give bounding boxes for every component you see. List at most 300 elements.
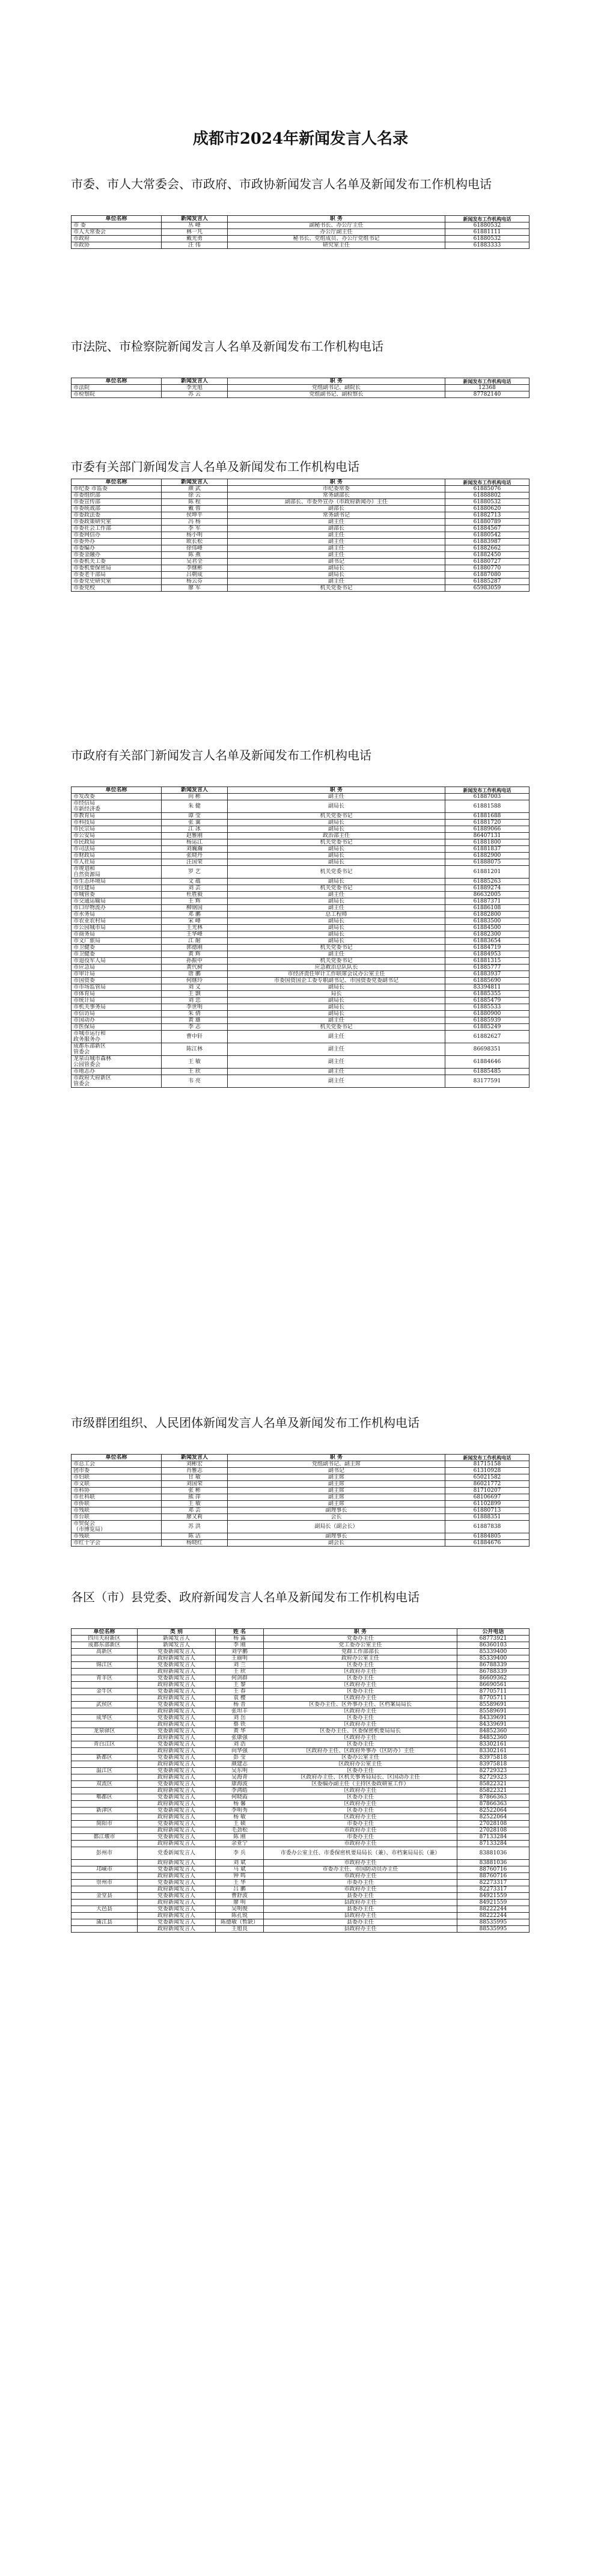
table-cell: 87866363 [457,1794,529,1801]
table-cell: 市文广旅局 [72,938,162,945]
table-cell: 87866363 [457,1801,529,1808]
table-cell: 市残联 [72,1533,162,1540]
table-cell: 政府新闻发言人 [138,1886,216,1893]
table-cell: 市城管委 [72,892,162,898]
table-cell: 副主任 [228,892,445,898]
table-cell: 市委政策研究室 [72,519,162,526]
table-cell: 86698351 [445,1043,529,1056]
table-cell: 副局长 [228,565,445,572]
table-row [72,1860,529,1866]
table-cell: 61887003 [445,794,529,800]
table-cell: 成都东部新区 [72,1642,138,1649]
column-header: 新闻发布工作机构电话 [445,378,529,385]
table-row [72,1649,529,1655]
table-cell: 82522064 [457,1814,529,1821]
table-cell: 王 硕 [216,1821,264,1827]
table-cell: 82273317 [457,1880,529,1886]
table-cell: 政府新闻发言人 [138,1682,216,1688]
table-cell: 党委新闻发言人 [138,1702,216,1708]
table-cell: 吕 鹏 [216,1886,264,1893]
table-cell: 市台联 [72,1514,162,1521]
table-cell: 61880542 [445,532,529,539]
table-cell: 61880900 [445,1011,529,1017]
table-cell: 区委办主任 [264,1794,457,1801]
table-cell: 86021772 [445,1481,529,1488]
table-cell: 市交通运输局 [72,898,162,905]
table-cell: 李 刚 [216,1642,264,1649]
table-cell [72,1860,138,1866]
table-cell: 冯 杨 [162,519,228,526]
column-header: 职 务 [228,1455,445,1461]
table-cell: 机关党委书记 [228,885,445,892]
table-row [72,565,529,572]
table-cell: 政府新闻发言人 [138,1655,216,1662]
table-cell: 政府新闻发言人 [138,1873,216,1880]
table-row [72,1474,529,1481]
column-header: 类 别 [138,1629,216,1636]
table-cell: 陈 燕 [162,552,228,559]
table-cell: 办公厅副主任 [228,229,445,236]
table-cell: 副主任 [228,951,445,958]
table-row [72,1468,529,1474]
table-cell: 颜建志 [216,1761,264,1768]
table-row [72,912,529,918]
table-cell: 副主席 [228,1474,445,1481]
table-cell: 区政府办主任 [264,1788,457,1794]
table-cell: 韦 亮 [162,1075,228,1088]
table-cell: 86609362 [457,1675,529,1682]
table-cell: 88222244 [457,1913,529,1919]
section-title-city-leadership: 市委、市人大常委会、市政府、市政协新闻发言人名单及新闻发布工作机构电话 [71,177,492,191]
table-cell: 彭州市 [72,1847,138,1860]
table-row [72,1675,529,1682]
table-cell: 王华峰 [162,931,228,938]
column-header: 单位名称 [72,216,162,222]
column-header: 新闻发布工作机构电话 [445,479,529,486]
table-cell: 副主任 [228,1056,445,1069]
table-cell: 区政府办主任 [264,1801,457,1808]
table-cell: 向华强 [216,1748,264,1755]
table-header-row [72,378,529,385]
table-cell: 党委新闻发言人 [138,1688,216,1695]
table-row [72,1893,529,1900]
table-cell: 61885533 [445,1004,529,1011]
table-cell: 戴光勇 [162,236,228,242]
table-cell: 大邑县 [72,1906,138,1913]
table-cell: 61888351 [445,1514,529,1521]
table-cell: 65021582 [445,1474,529,1481]
table-cell: 党委新闻发言人 [138,1662,216,1669]
table-cell: 市总工会 [72,1461,162,1468]
table-cell: 市机关事务局 [72,1004,162,1011]
table-header-row [72,787,529,794]
section-title-court-procuratorate: 市法院、市检察院新闻发言人名单及新闻发布工作机构电话 [71,339,383,354]
table-cell: 61881588 [445,800,529,813]
table-cell: 副部长 [228,506,445,512]
table-cell: 刘学鹏 [216,1649,264,1655]
table-cell: 党委新闻发言人 [138,1821,216,1827]
table-row [72,1814,529,1821]
table-cell: 61885485 [445,1069,529,1075]
table-row [72,813,529,820]
table-cell: 61883654 [445,938,529,945]
table-cell: 86788339 [457,1669,529,1675]
table-cell: 政府新闻发言人 [138,1814,216,1821]
table-cell [72,1788,138,1794]
table-cell: 党组副书记、副主席 [228,1461,445,1468]
table-cell: 张 翼 [162,820,228,826]
table-cell: 杨 敏 [216,1814,264,1821]
table-cell: 61881201 [445,866,529,879]
table-cell: 市市场监管局 [72,984,162,991]
table-cell: 刘巍瀚 [162,846,228,853]
table-row [72,1056,529,1069]
table-cell: 区委办主任 [264,1662,457,1669]
table-cell: 团市委 [72,1468,162,1474]
table-cell: 副局长 [228,879,445,885]
table-cell: 刘 忠 [162,998,228,1004]
table-cell: 廖又莉 [162,1514,228,1521]
table-row [72,222,529,229]
table-cell: 市委办主任 [264,1880,457,1886]
table-cell: 戴 蓉 [162,506,228,512]
table-cell: 61888802 [445,492,529,499]
table-cell: 副主任 [228,545,445,552]
table-cell: 61310928 [445,1468,529,1474]
table-cell: 市红十字会 [72,1540,162,1547]
table-cell: 副主席 [228,1494,445,1501]
table-cell: 林一凡 [162,229,228,236]
table-cell: 84921559 [457,1893,529,1900]
table-cell: 市卫健委 [72,951,162,958]
table-cell: 副主任 [228,578,445,585]
table-row [72,506,529,512]
table-row [72,925,529,931]
table-cell: 苏 洪 [162,1521,228,1533]
table-cell: 毛劲松 [216,1827,264,1834]
table-cell: 88760716 [457,1873,529,1880]
table-cell: 李明秀 [216,1808,264,1814]
table-row [72,1017,529,1024]
table-cell: 区政府办主任 [264,1814,457,1821]
column-header: 职 务 [228,787,445,794]
table-cell: 61883333 [445,242,529,249]
table-cell: 市政府 [72,236,162,242]
table-cell: 61881688 [445,813,529,820]
table-cell: 郫都区 [72,1794,138,1801]
table-cell: 副主任 [228,905,445,912]
table-cell: 85339400 [457,1655,529,1662]
table-cell: 吴明俊 [216,1906,264,1913]
table-row [72,820,529,826]
table-cell: 刘 义 [162,984,228,991]
column-header: 单位名称 [72,787,162,794]
table-row [72,971,529,978]
table-cell: 谭 莹 [162,813,228,820]
section-title-party-departments: 市委有关部门新闻发言人名单及新闻发布工作机构电话 [71,459,359,474]
table-row [72,866,529,879]
table-cell: 市卫健委 [72,945,162,951]
column-header: 职 务 [264,1629,457,1636]
table-cell [72,1708,138,1715]
table-cell: 61880532 [445,236,529,242]
table-cell: 82729323 [457,1774,529,1781]
table-cell: 王丽明 [216,1655,264,1662]
table-cell: 党委新闻发言人 [138,1728,216,1735]
table-cell: 党委新闻发言人 [138,1794,216,1801]
table-row [72,236,529,242]
table-cell: 市规划和 自然资源局 [72,866,162,879]
table-cell: 市纪委 市监委 [72,486,162,492]
table-cell: 政治部主任 [228,833,445,839]
table-cell: 61885479 [445,998,529,1004]
table-cell: 政府新闻发言人 [138,1774,216,1781]
table-cell: 市委办公室主任、市委保密机要局局长（兼）、市档案局局长（兼） [264,1847,457,1860]
section-title-mass-organizations: 市级群团组织、人民团体新闻发言人名单及新闻发布工作机构电话 [71,1415,419,1430]
table-cell: 机关党委书记 [228,866,445,879]
table-row [72,839,529,846]
table-row [72,1873,529,1880]
table-row [72,1919,529,1926]
table-row [72,1827,529,1834]
table-cell: 唐 鹏 [162,971,228,978]
column-header: 新闻发布工作机构电话 [445,787,529,794]
table-row [72,1636,529,1642]
table-cell: 政府新闻发言人 [138,1841,216,1847]
table-row [72,1669,529,1675]
table-cell: 张坦丰 [216,1708,264,1715]
table-cell: 市政府办主任 [264,1886,457,1893]
table-cell: 市政府办主任 [264,1827,457,1834]
table-cell: 88222244 [457,1906,529,1913]
table-cell: 李光旭 [162,385,228,391]
table-cell: 副局长 [228,931,445,938]
table-cell: 杨运江 [162,839,228,846]
table-cell: 市民宗局 [72,826,162,833]
table-cell: 副主任 [228,1031,445,1043]
table-row [72,991,529,998]
table-cell: 副秘书长、办公厅主任 [228,222,445,229]
table-cell: 市政府办主任 [264,1873,457,1880]
table-cell: 王 欣 [162,1069,228,1075]
table-row [72,1521,529,1533]
table-row [72,391,529,398]
table-cell: 市妇联 [72,1474,162,1481]
table-cell: 86632005 [445,892,529,898]
table-row [72,1043,529,1056]
table-cell: 政府新闻发言人 [138,1669,216,1675]
table-cell [72,1655,138,1662]
table-row [72,1533,529,1540]
table-cell: 李继彬 [162,565,228,572]
table-cell [72,1873,138,1880]
table-cell: 61882900 [445,853,529,859]
table-cell: 青白江区 [72,1741,138,1748]
table-cell: 副书记 [228,559,445,565]
table-row [72,1481,529,1488]
table-row [72,1768,529,1774]
table-row [72,578,529,585]
table-cell: 61882450 [445,552,529,559]
table-cell: 政府新闻发言人 [138,1860,216,1866]
table-cell: 机关党委书记 [228,1024,445,1031]
table-cell: 黄 辉 [162,951,228,958]
table-row [72,1821,529,1827]
table-cell: 61887371 [445,898,529,905]
table-cell: 李世明 [162,1004,228,1011]
table-cell: 区政府办主任、区机关事务局局长、区国动办主任 [264,1774,457,1781]
table-cell: 王 敏 [162,1501,228,1507]
table-cell: 陈 洁 [162,1533,228,1540]
table-row [72,1748,529,1755]
table-cell: 61886108 [445,905,529,912]
table-cell: 县委办主任 [264,1893,457,1900]
table-cell: 机关党委书记 [228,958,445,964]
table-row [72,1808,529,1814]
table-cell: 县政府办主任 [264,1913,457,1919]
table-cell: 61880532 [445,499,529,506]
table-cell: 区委办公室主任 [264,1755,457,1761]
table-row [72,1722,529,1728]
column-header: 单位名称 [72,378,162,385]
table-cell: 崇州市 [72,1880,138,1886]
table-cell: 副主任 [228,552,445,559]
table-cell: 市委办主任、市国防动员办主任 [264,1866,457,1873]
table-cell: 应急救治总队队长 [228,964,445,971]
table-cell: 副局长 [228,925,445,931]
table-row [72,1761,529,1768]
table-cell: 86788339 [457,1662,529,1669]
table-cell: 徐 云 [162,492,228,499]
table-cell: 熊 萍 [162,1494,228,1501]
table-cell: 政府新闻发言人 [138,1900,216,1906]
table-cell: 政府新闻发言人 [138,1735,216,1741]
table-cell: 市文联 [72,1481,162,1488]
table-cell: 李 军 [162,526,228,532]
table-row [72,1715,529,1722]
table-cell: 副主席 [228,1501,445,1507]
table-cell: 区政府办主任 [264,1735,457,1741]
table-cell: 吴海青 [216,1774,264,1781]
table-cell: 钟 鸣 [216,1873,264,1880]
column-header: 职 务 [228,479,445,486]
table-cell: 龙泉山城市森林 公园管委会 [72,1056,162,1069]
table-cell: 高新区 [72,1649,138,1655]
table-cell: 副主任 [228,794,445,800]
table-cell: 82729323 [457,1768,529,1774]
table-row [72,585,529,592]
table-cell: 61882713 [445,512,529,519]
table-cell [72,1774,138,1781]
table-row [72,1461,529,1468]
table-cell: 政府新闻发言人 [138,1788,216,1794]
table-cell: 余亚宁 [216,1841,264,1847]
table-cell: 邛崃市 [72,1866,138,1873]
table-cell: 87133284 [457,1841,529,1847]
table-cell: 政府新闻发言人 [138,1926,216,1933]
table-cell: 83881036 [457,1860,529,1866]
table-districts [71,1628,529,1933]
table-cell: 市国动办 [72,1017,162,1024]
table-cell [72,1801,138,1808]
table-cell: 区委办主任 [264,1675,457,1682]
table-cell: 会长 [228,1514,445,1521]
table-cell: 研究室主任 [228,242,445,249]
table-row [72,492,529,499]
column-header: 公开电话 [457,1629,529,1636]
table-header-row [72,479,529,486]
table-cell: 61885690 [445,978,529,984]
table-row [72,1801,529,1808]
table-cell: 61884719 [445,945,529,951]
table-cell: 61887838 [445,1521,529,1533]
table-cell: 陈德敏（暂缺） [216,1919,264,1926]
table-cell: 市委党校 [72,585,162,592]
table-cell: 党委新闻发言人 [138,1768,216,1774]
table-cell: 85589691 [457,1708,529,1715]
table-cell: 陈 刚 [216,1834,264,1841]
table-cell: 陈江林 [162,1043,228,1056]
table-cell: 85589691 [457,1702,529,1708]
table-cell: 党委新闻发言人 [138,1649,216,1655]
table-row [72,539,529,545]
table-cell: 李鸿皓 [216,1788,264,1794]
table-cell: 副局长 [228,938,445,945]
table-cell: 李 兵 [216,1847,264,1860]
table-row [72,958,529,964]
table-cell: 区政府办主任、区政府外事办（区防办）主任 [264,1748,457,1755]
table-row [72,1655,529,1662]
table-row [72,938,529,945]
table-cell: 宋 峰 [162,918,228,925]
table-cell: 12368 [445,385,529,391]
table-cell: 61881837 [445,846,529,853]
table-cell: 84852360 [457,1735,529,1741]
table-cell: 成都东部新区 管委会 [72,1043,162,1056]
table-row [72,1913,529,1919]
table-cell: 88760716 [457,1866,529,1873]
table-cell: 区政府办主任 [264,1669,457,1675]
table-cell [72,1814,138,1821]
table-cell: 政府新闻发言人 [138,1801,216,1808]
table-cell: 68106697 [445,1494,529,1501]
table-cell: 副理事长 [228,1533,445,1540]
table-row [72,499,529,506]
table-cell: 市政府天府新区 管委会 [72,1075,162,1088]
table-cell [72,1748,138,1755]
table-cell: 新都区 [72,1755,138,1761]
table-cell: 吴君全 [162,559,228,565]
table-cell: 温江区 [72,1768,138,1774]
table-cell: 双流区 [72,1781,138,1788]
table-cell: 61880620 [445,506,529,512]
table-cell: 副局长 [228,572,445,578]
table-cell: 副理事长 [228,1507,445,1514]
table-row [72,898,529,905]
table-cell: 61881720 [445,820,529,826]
table-cell: 市司法局 [72,846,162,853]
table-row [72,1880,529,1886]
table-cell: 徐伟峰 [162,545,228,552]
table-header-row [72,1629,529,1636]
table-cell: 61884646 [445,1056,529,1069]
table-row [72,1004,529,1011]
table-cell: 邓 鹏 [162,912,228,918]
table-row [72,519,529,526]
table-cell: 政府新闻发言人 [138,1913,216,1919]
table-cell: 副局长 [228,846,445,853]
table-row [72,385,529,391]
